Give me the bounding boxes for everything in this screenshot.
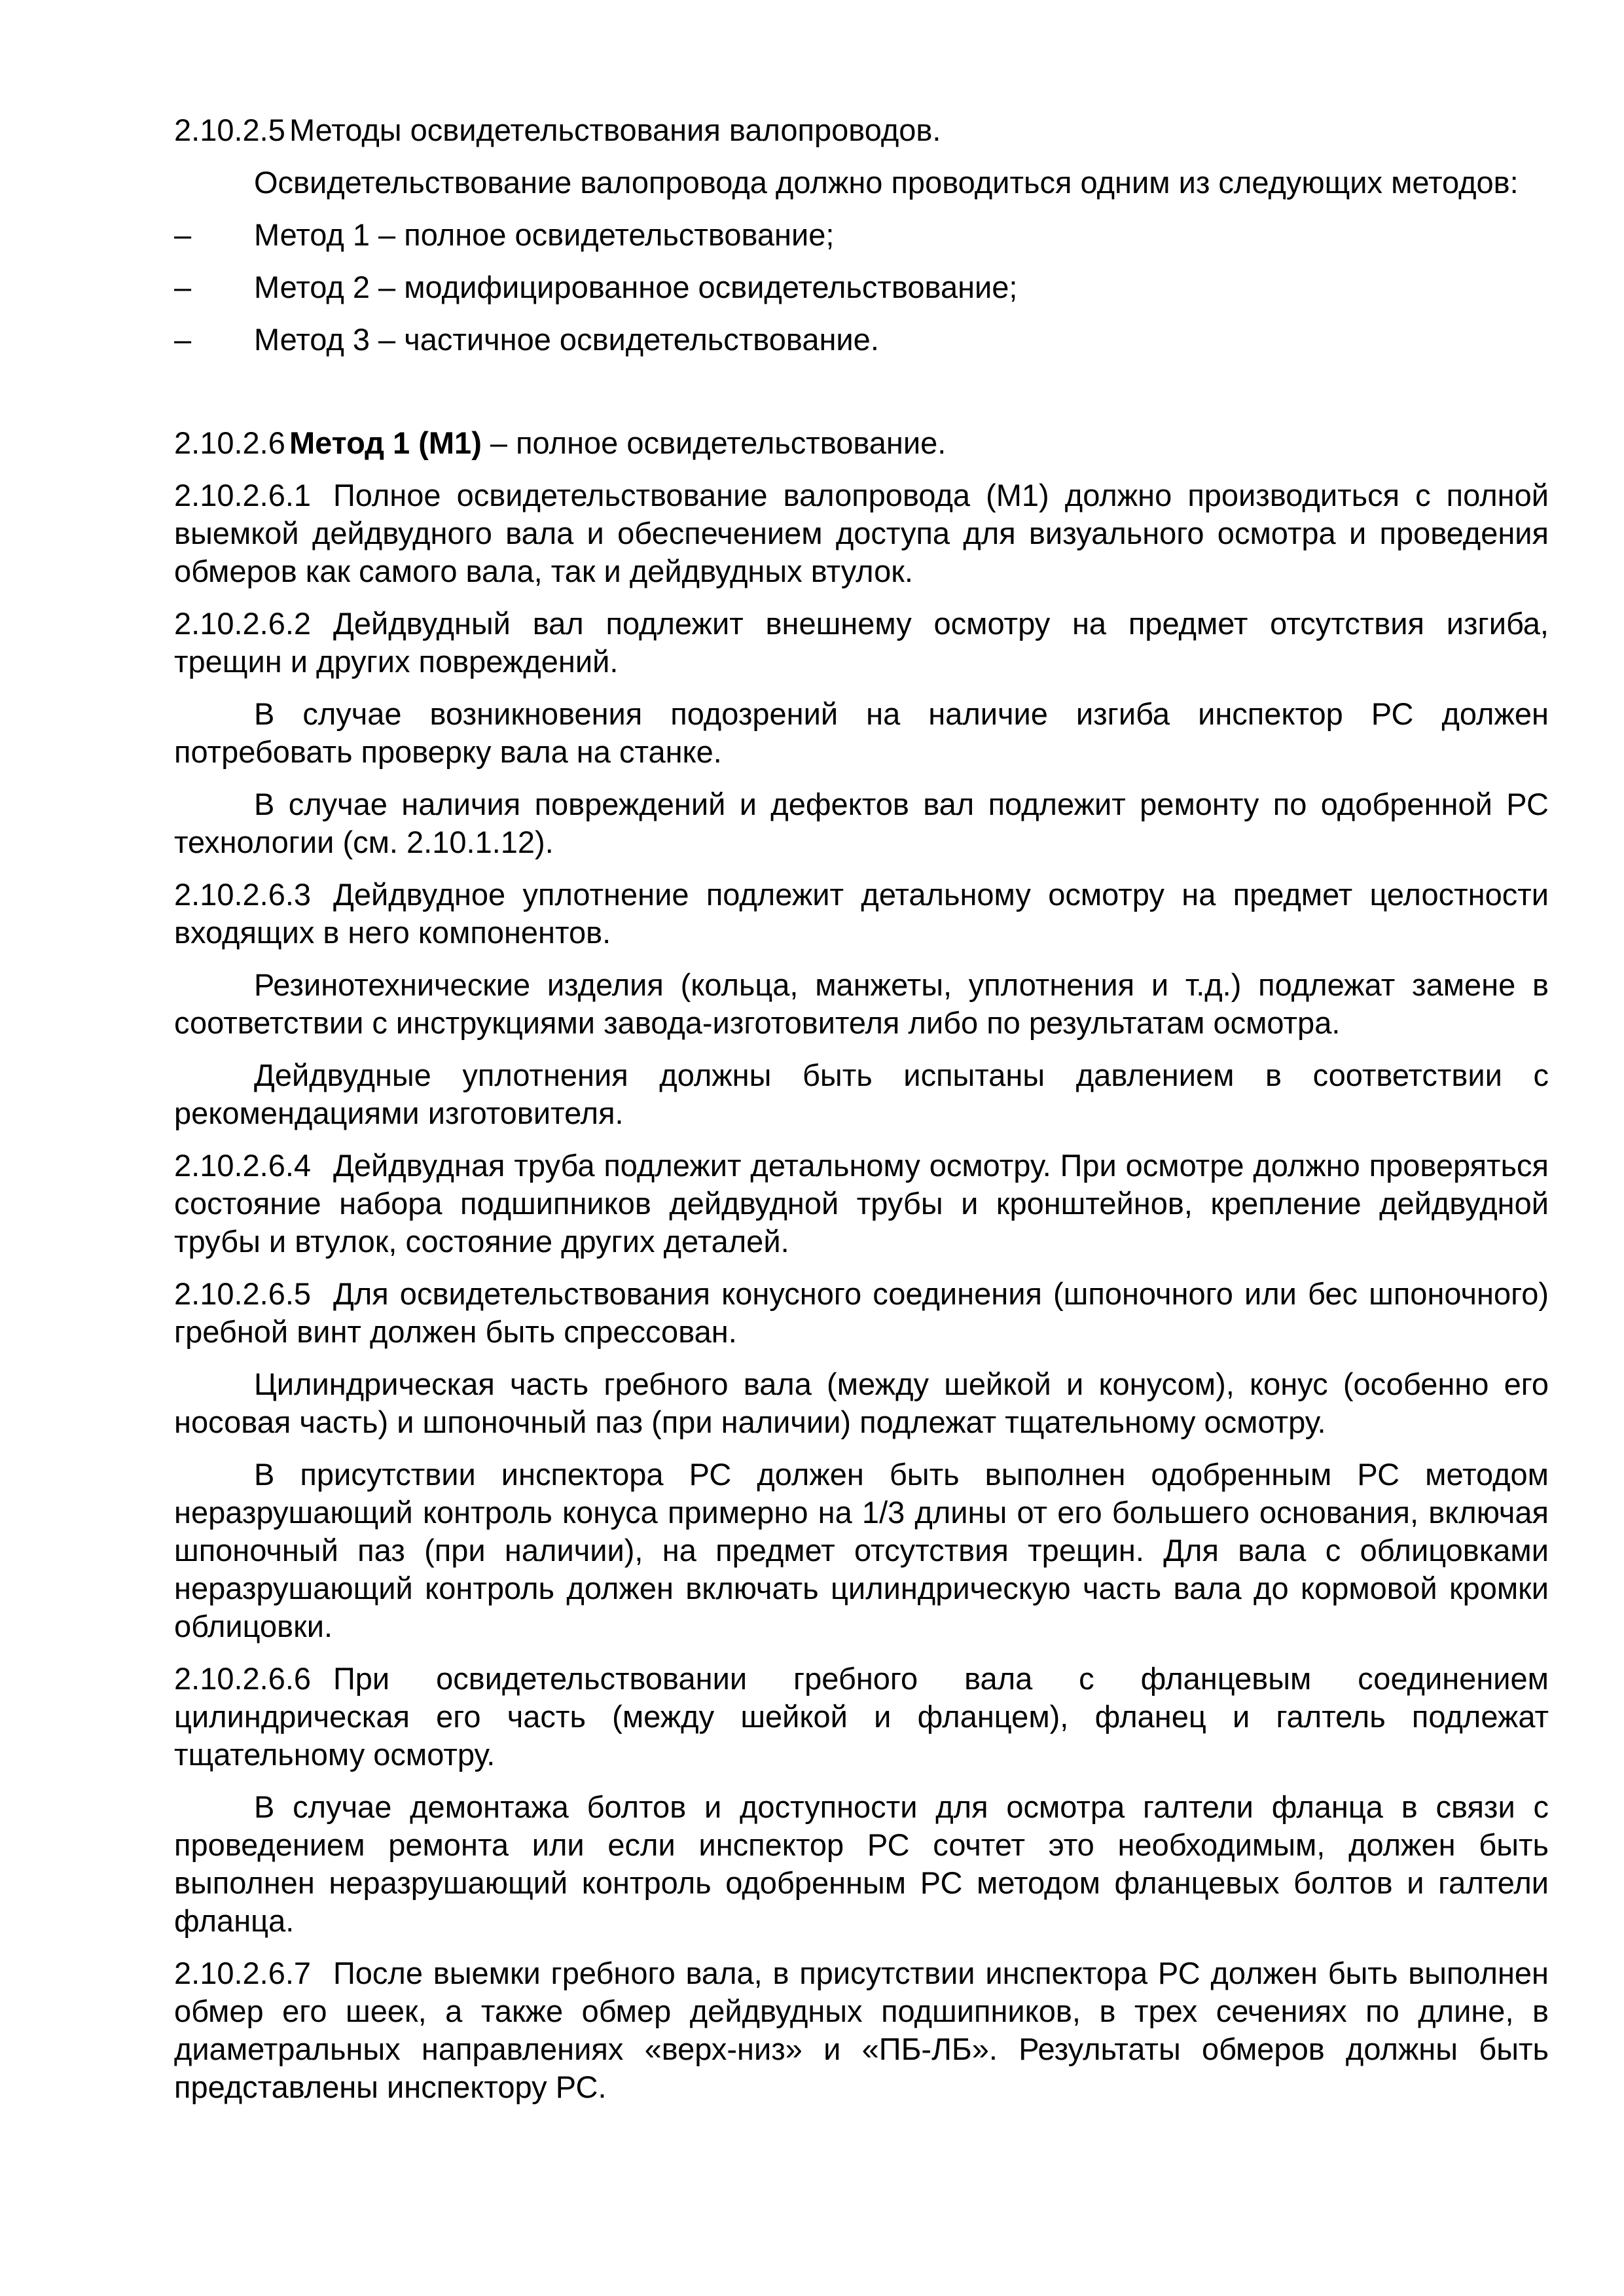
clause-number: 2.10.2.6.3 bbox=[174, 877, 312, 912]
clause-2-10-2-6-7 bbox=[174, 1954, 1549, 2106]
dash-bullet: – bbox=[174, 270, 192, 304]
section-title: Методы освидетельствования валопроводов. bbox=[289, 113, 941, 147]
clause-text: Дейдвудное уплотнение подлежит детальному осмотру на предмет целостности входящих в него компонентов. bbox=[174, 877, 1549, 950]
section-heading-2-10-2-5 bbox=[174, 111, 1549, 149]
clause-paragraph: В случае демонтажа болтов и доступности для осмотра галтели фланца в связи с проведением ремонта или если инспектор РС сочтет это необходимым, должен быть выполнен неразрушающий контроль одобренным РС методом фланцевых болтов и галтели фланца. bbox=[174, 1789, 1549, 1938]
clause-text: Дейдвудная труба подлежит детальному осмотру. При осмотре должно проверяться состояние набора подшипников дейдвудной трубы и кронштейнов, крепление дейдвудной трубы и втулок, состояние других деталей. bbox=[174, 1148, 1549, 1259]
clause-text: Для освидетельствования конусного соединения (шпоночного или бес шпоночного) гребной винт должен быть спрессован. bbox=[174, 1276, 1549, 1349]
list-item bbox=[174, 216, 1549, 254]
section-number: 2.10.2.6 bbox=[174, 425, 285, 460]
list-item-text: Метод 3 – частичное освидетельствование. bbox=[254, 322, 879, 357]
clause-paragraph: Резинотехнические изделия (кольца, манжеты, уплотнения и т.д.) подлежат замене в соответствии с инструкциями завода-изготовителя либо по результатам осмотра. bbox=[174, 967, 1549, 1040]
list-item-text: Метод 1 – полное освидетельствование; bbox=[254, 217, 835, 252]
clause-2-10-2-6-3 bbox=[174, 876, 1549, 952]
clause-number: 2.10.2.6.5 bbox=[174, 1276, 312, 1311]
clause-number: 2.10.2.6.6 bbox=[174, 1661, 312, 1696]
clause-paragraph: В случае возникновения подозрений на наличие изгиба инспектор РС должен потребовать проверку вала на станке. bbox=[174, 696, 1549, 769]
clause-number: 2.10.2.6.4 bbox=[174, 1148, 312, 1183]
clause-2-10-2-6-5 bbox=[174, 1275, 1549, 1351]
clause-2-10-2-6-6 bbox=[174, 1660, 1549, 1774]
clause-paragraph: Цилиндрическая часть гребного вала (между шейкой и конусом), конус (особенно его носовая часть) и шпоночный паз (при наличии) подлежат тщательному осмотру. bbox=[174, 1367, 1549, 1439]
section-number: 2.10.2.5 bbox=[174, 113, 285, 147]
clause-text: После выемки гребного вала, в присутствии инспектора РС должен быть выполнен обмер его шеек, а также обмер дейдвудных подшипников, в трех сечениях по длине, в диаметральных направлениях «верх-низ» и «ПБ-ЛБ». Результаты обмеров должны быть представлены инспектору РС. bbox=[174, 1956, 1549, 2104]
clause-text: Дейдвудный вал подлежит внешнему осмотру на предмет отсутствия изгиба, трещин и других повреждений. bbox=[174, 606, 1549, 679]
editor-mark: . bbox=[937, 425, 947, 460]
clause-text: Полное освидетельствование валопровода (М1) должно производиться с полной выемкой дейдвудного вала и обеспечением доступа для визуального осмотра и проведения обмеров как самого вала, так и дейдвудных втулок. bbox=[174, 478, 1549, 588]
clause-2-10-2-6-2 bbox=[174, 605, 1549, 681]
section-heading-2-10-2-6 bbox=[174, 424, 1549, 462]
clause-paragraph: В присутствии инспектора РС должен быть выполнен одобренным РС методом неразрушающий контроль конуса примерно на 1/3 длины от его большего основания, включая шпоночный паз (при наличии), на предмет отсутствия трещин. Для вала с облицовками неразрушающий контроль должен включать цилиндрическую часть вала до кормовой кромки облицовки. bbox=[174, 1457, 1549, 1643]
method-title-bold: Метод 1 (М1) bbox=[289, 425, 482, 460]
list-item bbox=[174, 268, 1549, 306]
section-spacer bbox=[174, 373, 1549, 424]
clause-paragraph: Дейдвудные уплотнения должны быть испытаны давлением в соответствии с рекомендациями изготовителя. bbox=[174, 1058, 1549, 1130]
clause-number: 2.10.2.6.1 bbox=[174, 478, 312, 512]
section-intro: Освидетельствование валопровода должно проводиться одним из следующих методов: bbox=[254, 165, 1519, 200]
clause-number: 2.10.2.6.7 bbox=[174, 1956, 312, 1990]
clause-paragraph: В случае наличия повреждений и дефектов вал подлежит ремонту по одобренной РС технологии (см. 2.10.1.12). bbox=[174, 787, 1549, 859]
clause-2-10-2-6-4 bbox=[174, 1147, 1549, 1261]
dash-bullet: – bbox=[174, 322, 192, 357]
list-item-text: Метод 2 – модифицированное освидетельствование; bbox=[254, 270, 1018, 304]
list-item bbox=[174, 321, 1549, 359]
method-title-rest: – полное освидетельствование bbox=[481, 425, 938, 460]
clause-2-10-2-6-1 bbox=[174, 476, 1549, 590]
clause-text: При освидетельствовании гребного вала с фланцевым соединением цилиндрическая его часть (между шейкой и фланцем), фланец и галтель подлежат тщательному осмотру. bbox=[174, 1661, 1549, 1772]
document-page bbox=[174, 111, 1549, 2121]
clause-number: 2.10.2.6.2 bbox=[174, 606, 312, 641]
dash-bullet: – bbox=[174, 217, 192, 252]
